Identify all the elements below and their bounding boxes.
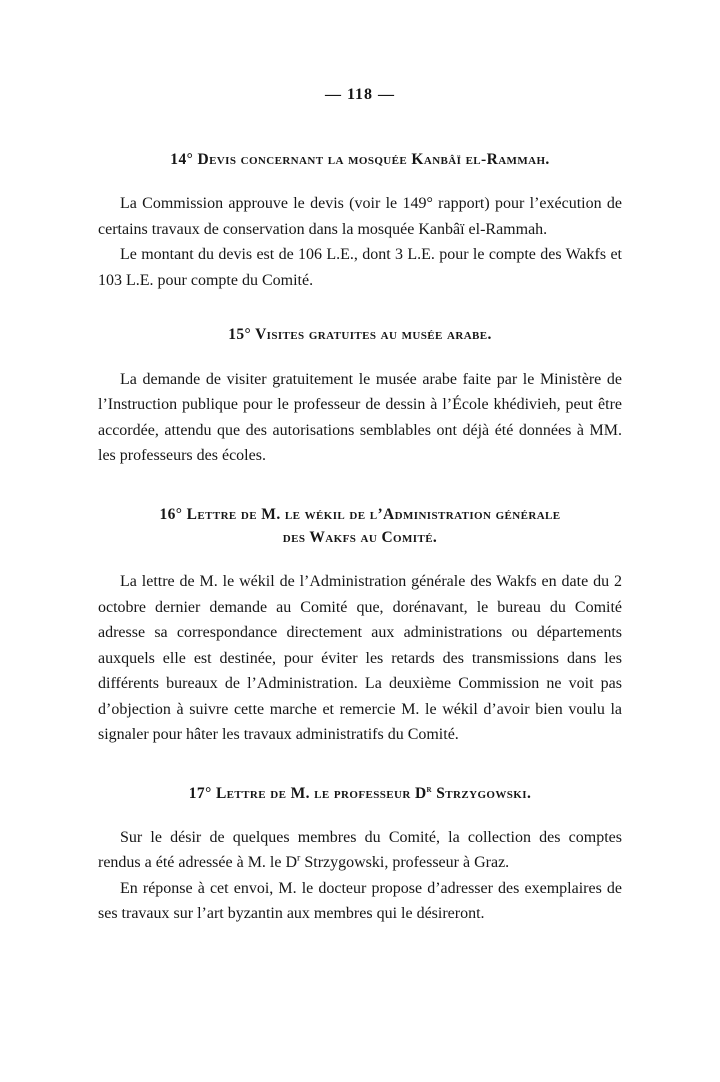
section-17-heading-superscript: r (426, 783, 433, 795)
section-17-paragraph-1 (98, 825, 622, 876)
section-17-paragraph-1-superscript: r (297, 852, 301, 864)
section-16-heading-line1: 16° Lettre de M. le wékil de l’Administration générale (159, 505, 561, 523)
section-15 (98, 323, 622, 468)
section-17-heading (98, 782, 622, 805)
section-17-paragraph-1-pre: Sur le désir de quelques membres du Comité, la collection des comptes rendus a été adressée à M. le D (98, 828, 622, 872)
section-16-paragraph-1: La lettre de M. le wékil de l’Administration générale des Wakfs en date du 2 octobre dernier demande au Comité que, dorénavant, le bureau du Comité adresse sa correspondance directement aux administrations ou départements auxquels elle est destinée, pour éviter les retards des transmissions dans les différents bureaux de l’Administration. La deuxième Commission ne voit pas d’objection à suivre cette marche et remercie M. le wékil d’avoir bien voulu la signaler pour hâter les travaux administratifs du Comité. (98, 573, 622, 743)
page-number: — 118 — (324, 86, 396, 103)
section-16-heading-line2: des Wakfs au Comité. (282, 528, 438, 546)
section-14 (98, 148, 622, 293)
section-15-paragraph-1: La demande de visiter gratuitement le musée arabe faite par le Ministère de l’Instruction publique pour le professeur de dessin à l’École khédivieh, peut être accordée, attendu que des autorisations semblables ont déjà été données à MM. les professeurs des écoles. (98, 370, 622, 464)
section-14-heading: 14° Devis concernant la mosquée Kanbâï el-Rammah. (170, 151, 550, 168)
section-17-heading-pre: 17° Lettre de M. le professeur D (188, 784, 427, 802)
section-14-paragraph-2: Le montant du devis est de 106 L.E., dont 3 L.E. pour le compte des Wakfs et 103 L.E. pour compte du Comité. (98, 246, 622, 289)
section-15-heading: 15° Visites gratuites au musée arabe. (228, 326, 492, 344)
section-17 (98, 782, 622, 927)
section-17-paragraph-2: En réponse à cet envoi, M. le docteur propose d’adresser des exemplaires de ses travaux sur l’art byzantin aux membres qui le désireront. (98, 879, 622, 923)
section-16 (98, 503, 622, 748)
section-14-paragraph-1: La Commission approuve le devis (voir le 149° rapport) pour l’exécution de certains travaux de conservation dans la mosquée Kanbâï el-Rammah. (98, 195, 622, 238)
section-17-heading-post: Strzygowski. (432, 784, 532, 802)
section-17-paragraph-1-post: Strzygowski, professeur à Graz. (300, 854, 510, 872)
section-16-heading (98, 503, 622, 550)
